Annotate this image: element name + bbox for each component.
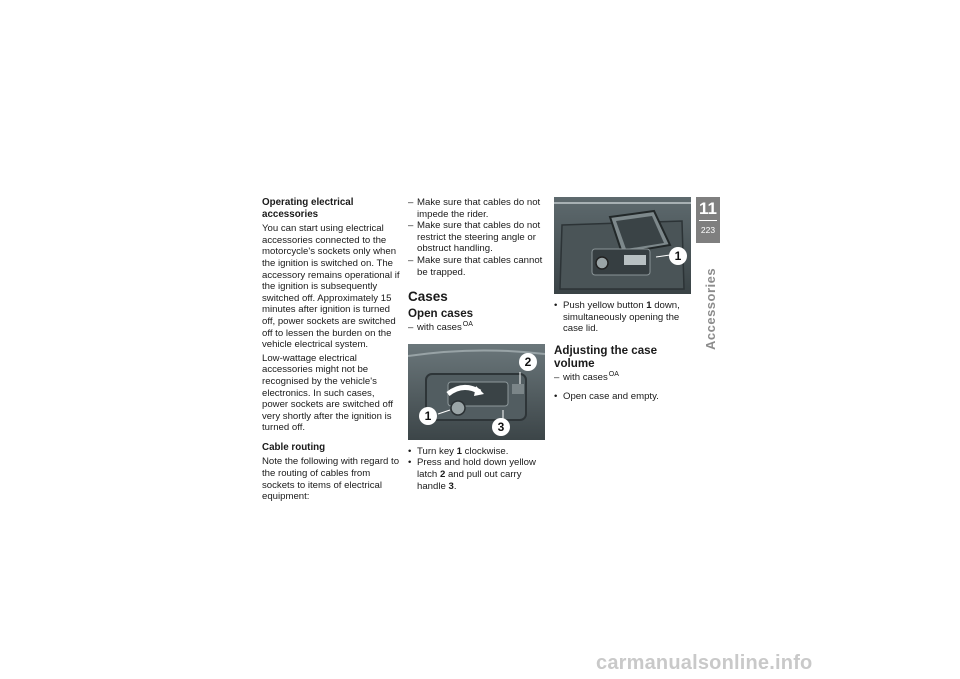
case-lock-photo <box>408 344 545 440</box>
chapter-divider <box>699 220 717 221</box>
open-case-steps <box>408 446 546 492</box>
list-item: – Make sure that cables cannot be trapped. <box>408 255 546 278</box>
with-cases-label: with cases <box>417 322 462 334</box>
paragraph-sockets-ignition: You can start using electrical accessories connected to the motorcycle's sockets only when the ignition is switched on. The accessory remains operational if the ignition is subsequently switched off. Approximately 15 minutes after ignition is turned off, power sockets are switched off to lessen the burden on the vehicle electrical system. <box>262 223 400 351</box>
callout-badge-3: 3 <box>492 418 510 436</box>
with-cases-list-2 <box>554 372 692 384</box>
open-lid-steps <box>554 300 692 335</box>
chapter-tab <box>696 197 720 243</box>
heading-operating-electrical-accessories: Operating electrical accessories <box>262 197 354 220</box>
step-turn-key: • Turn key 1 clockwise. <box>408 446 546 458</box>
oa-superscript: OA <box>608 370 619 378</box>
case-handle-photo <box>554 197 691 294</box>
adjust-volume-steps <box>554 391 692 403</box>
callout-badge-1: 1 <box>419 407 437 425</box>
watermark: carmanualsonline.info <box>596 652 813 674</box>
with-cases-label: with cases <box>563 371 608 383</box>
paragraph-low-wattage: Low-wattage electrical accessories might not be recognised by the vehicle's electronics. In such cases, power sockets are switched off very shortly after the ignition is turned off. <box>262 352 394 434</box>
list-item: – Make sure that cables do not restrict the steering angle or obstruct handling. <box>408 220 546 255</box>
cable-routing-list <box>408 197 546 278</box>
text-column-3 <box>554 197 692 403</box>
oa-superscript: OA <box>462 320 473 328</box>
step-push-button: • Push yellow button 1 down, simultaneously opening the case lid. <box>554 300 692 335</box>
subsection-title-adjust-volume: Adjusting the case volume <box>554 343 658 370</box>
chapter-side-label: Accessories <box>703 267 718 350</box>
subsection-title-open-cases: Open cases <box>408 307 474 321</box>
with-cases-note <box>408 322 546 334</box>
paragraph-cable-routing: Note the following with regard to the routing of cables from sockets to items of electrical equipment: <box>262 456 400 503</box>
section-title-cases: Cases <box>408 289 448 305</box>
page-number: 223 <box>700 225 716 235</box>
list-item: – Make sure that cables do not impede the rider. <box>408 197 546 220</box>
text-column-1 <box>262 197 400 505</box>
callout-badge-2: 2 <box>519 353 537 371</box>
callout-badge-1: 1 <box>669 247 687 265</box>
with-cases-note <box>554 372 692 384</box>
heading-cable-routing: Cable routing <box>262 441 326 453</box>
step-open-case-empty: • Open case and empty. <box>554 391 692 403</box>
with-cases-list <box>408 322 546 334</box>
text-column-2 <box>408 197 546 492</box>
step-press-latch: • Press and hold down yellow latch 2 and pull out carry handle 3. <box>408 457 546 492</box>
case-handle-illustration <box>554 197 691 294</box>
chapter-number: 11 <box>699 199 717 218</box>
